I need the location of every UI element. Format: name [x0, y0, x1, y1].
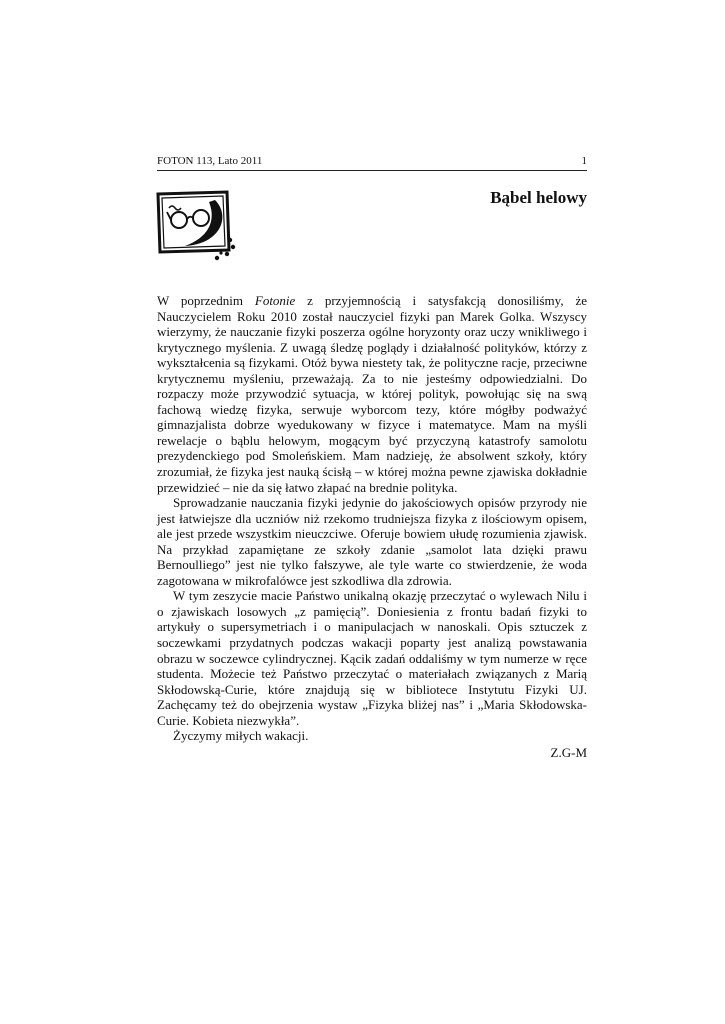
paragraph-4: Życzymy miłych wakacji.: [173, 728, 309, 744]
paragraph-1: [157, 293, 587, 495]
running-header: [157, 154, 587, 171]
page-number: 1: [581, 155, 587, 167]
journal-issue: [157, 155, 262, 167]
paragraph-1-start: W poprzednim: [157, 293, 255, 308]
paragraph-3: W tym zeszycie macie Państwo unikalną okazję przeczytać o wylewach Nilu i o zjawiskach losowych „z pamięcią”. Doniesienia z frontu badań fizyki to artykuły o supersymetriach i o manipulacjach w nanoskali. Opis sztuczek z soczewkami przydatnych podczas wakacji poparty jest analizą powstawania obrazu w soczewce cylindrycznej. Kącik zadań oddaliśmy w tym numerze w ręce studenta. Możecie też Państwo przeczytać o materiałach związanych z Marią Skłodowską-Curie, które znajdują się w bibliotece Instytutu Fizyki UJ. Zachęcamy też do obejrzenia wystaw „Fizyka bliżej nas” i „Maria Skłodowska-Curie. Kobieta niezwykła”.: [157, 588, 587, 728]
journal-name-italic: Fotonie: [254, 293, 296, 308]
glasses-logo-icon: [155, 190, 237, 262]
paragraph-2: Sprowadzanie nauczania fizyki jedynie do jakościowych opisów przyrody nie jest łatwiejsze dla uczniów niż rzekomo trudniejsza fizyka z ilościowym opisem, ale jest przede wszystkim nieuczciwe. Oferuje bowiem ułudę rozumienia zjawisk. Na przykład zapamiętane ze szkoły zdanie „samolot lata dzięki prawu Bernoulliego” jest nie tylko fałszywe, ale tyle warte co stwierdzenie, że woda zagotowana w mikrofalówce jest szkodliwa dla zdrowia.: [157, 495, 587, 588]
journal-initial: F: [157, 155, 164, 167]
issue-label: 113, Lato 2011: [193, 155, 263, 167]
article-title: Bąbel helowy: [490, 188, 587, 207]
paragraph-1-rest: z przyjemnością i satysfakcją donosiliśmy, że Nauczycielem Roku 2010 został nauczyciel fizyki pan Marek Golka. Wszyscy wierzymy, że nauczanie fizyki poszerza ogólne horyzonty oraz uczy wnikliwego i krytycznego myślenia. Z uwagą śledzę poglądy i działalność polityków, którzy z wykształcenia są fizykami. Otóż bywa niestety tak, że polityczne racje, przeciwne krytycznemu myśleniu, przeważają. Za to nie jesteśmy odpowiedzialni. Do rozpaczy może przywodzić sytuacja, w której polityk, powołując się na swą fachową wiedzę fizyka, serwuje wyborcom tezy, które mógłby podważyć gimnazjalista dobrze wyedukowany w fizyce i matematyce. Mam na myśli rewelacje o bąblu helowym, mogącym być przyczyną katastrofy samolotu prezydenckiego pod Smoleńskiem. Mam nadzieję, że absolwent szkoły, który zrozumiał, że fizyka jest nauką ścisłą – w której można pewne zjawiska dokładnie przewidzieć – nie da się łatwo złapać na brednie polityka.: [157, 293, 587, 495]
signature: Z.G-M: [550, 744, 587, 760]
article-body: [157, 293, 587, 760]
journal-name-smallcaps: OTON: [163, 155, 194, 167]
